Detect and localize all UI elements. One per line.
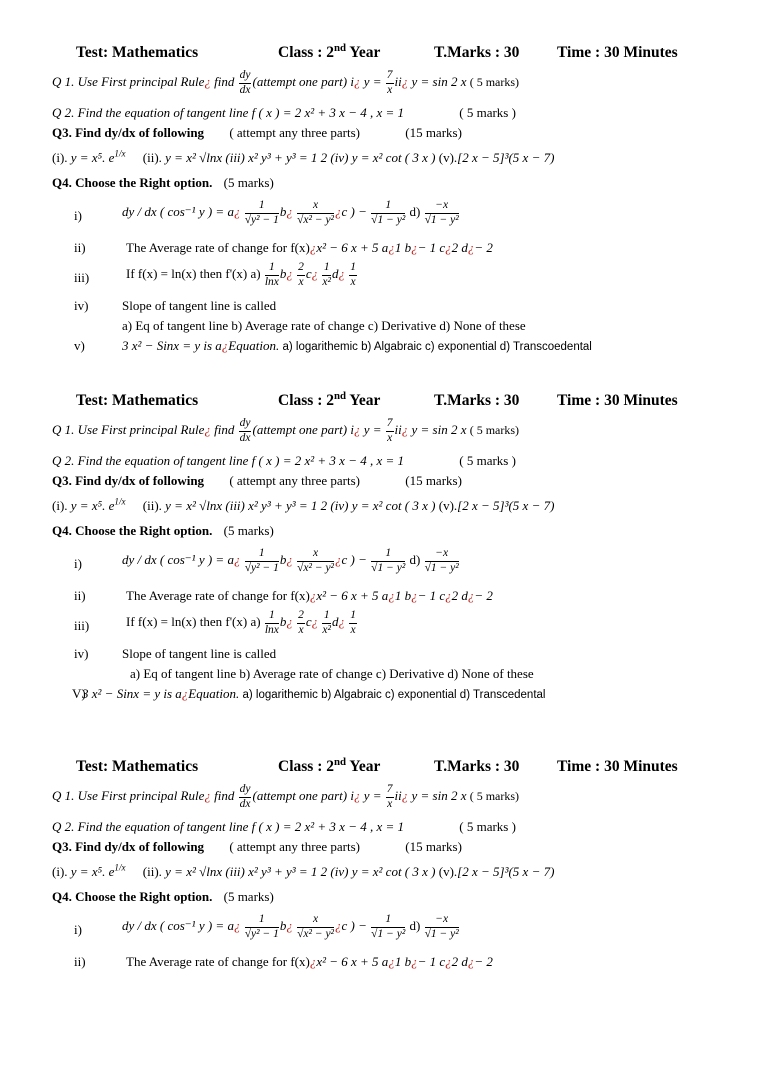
class-label: Class : 2nd Year [278,41,381,61]
test-paper: Test: Mathematics Class : 2nd Year T.Marks : 30 Time : 30 Minutes Q 1. Use First principal Rule¿ find $\frac{dy}{dx}$ (attempt one part) i¿ y = $\frac{7}{x}$ ii¿ y = sin 2 x ( 5 marks) Q 2. Find the equation of tangent line f ( x ) = 2 x² + 3 x − 4 , x = 1 ( 5 marks ) Q3. Find dy/dx of following ( attempt any three parts) (15 marks) (i). y = x⁵. $e^{1/x}$ (ii). y = x² √lnx (iii) x² y³ + y³ = 1 2 (iv) y = x² cot ( 3 x ) (v).[2 x − 5]³(5 x − 7) Q4. Choose the Right option. (5 marks) i) dy / dx ( cos⁻¹ y ) = a¿ $\frac{1}{\text{√y² − 1}}$ b¿ $\frac{x}{\text{√x² − y²}}$ ¿c ) − $\frac{1}{\text{√1 − y²}}$ d) $\frac{-x}{\text{√1 − y²}}$ ii) The Average rate of change for f(x)¿x² − 6 x + 5 a¿1 b¿− 1 c¿2 d¿− 2 iii) If f(x) = ln(x) then f'(x) a) $\frac{1}{\ln x}$ b¿ $\frac{2}{x}$ c¿ $\frac{1}{\text{x²}}$ d¿ $\frac{1}{x}$ iv) Slope of tangent line is called a) Eq of tangent line b) Average rate of change c) Derivative d) None of these V) 3 x² − Sinx = y is a¿Equation. a) logarithemic b) Algabraic c) exponential d) Transcedental [52,389,678,701]
q3-marks: (15 marks) [405,125,462,140]
question-4: Q4. Choose the Right option. (5 marks) [52,523,274,538]
question-1: Q 1. Use First principal Rule¿ find $\frac{dy}{dx}$ (attempt one part) i¿ y = $\frac{7}{x}$ ii¿ y = sin 2 x ( 5 marks) [52,69,520,96]
q4-marks: (5 marks) [223,523,274,538]
total-marks: T.Marks : 30 [434,392,520,409]
test-paper: Test: Mathematics Class : 2nd Year T.Marks : 30 Time : 30 Minutes Q 1. Use First principal Rule¿ find $\frac{dy}{dx}$ (attempt one part) i¿ y = $\frac{7}{x}$ ii¿ y = sin 2 x ( 5 marks) Q 2. Find the equation of tangent line f ( x ) = 2 x² + 3 x − 4 , x = 1 ( 5 marks ) Q3. Find dy/dx of following ( attempt any three parts) (15 marks) (i). y = x⁵. $e^{1/x}$ (ii). y = x² √lnx (iii) x² y³ + y³ = 1 2 (iv) y = x² cot ( 3 x ) (v).[2 x − 5]³(5 x − 7) Q4. Choose the Right option. (5 marks) i) dy / dx ( cos⁻¹ y ) = a¿ $\frac{1}{\text{√y² − 1}}$ b¿ $\frac{x}{\text{√x² − y²}}$ ¿c ) − $\frac{1}{\text{√1 − y²}}$ d) $\frac{-x}{\text{√1 − y²}}$ ii) The Average rate of change for f(x)¿x² − 6 x + 5 a¿1 b¿− 1 c¿2 d¿− 2 iii) If f(x) = ln(x) then f'(x) a) $\frac{1}{\ln x}$ b¿ $\frac{2}{x}$ c¿ $\frac{1}{\text{x²}}$ d¿ $\frac{1}{x}$ iv) Slope of tangent line is called a) Eq of tangent line b) Average rate of change c) Derivative d) None of these v) 3 x² − Sinx = y is a¿Equation. a) logarithemic b) Algabraic c) exponential d) Transcoedental [52,41,678,353]
q1-marks: ( 5 marks) [469,788,520,803]
q2-marks: ( 5 marks ) [459,105,516,120]
class-label: Class : 2nd Year [278,755,381,775]
time-limit: Time : 30 Minutes [557,758,678,775]
q2-marks: ( 5 marks ) [459,453,516,468]
question-3-parts: (i). y = x⁵. $e^{1/x}$ (ii). y = x² √lnx (iii) x² y³ + y³ = 1 2 (iv) y = x² cot ( 3 x ) (v).[2 x − 5]³(5 x − 7) [52,148,555,165]
q4-marks: (5 marks) [223,889,274,904]
total-marks: T.Marks : 30 [434,758,520,775]
test-title: Test: Mathematics [76,758,199,775]
question-1: Q 1. Use First principal Rule¿ find $\frac{dy}{dx}$ (attempt one part) i¿ y = $\frac{7}{x}$ ii¿ y = sin 2 x ( 5 marks) [52,417,520,444]
total-marks: T.Marks : 30 [434,44,520,61]
q1-marks: ( 5 marks) [469,74,520,89]
class-label: Class : 2nd Year [278,389,381,409]
question-2: Q 2. Find the equation of tangent line f ( x ) = 2 x² + 3 x − 4 , x = 1 ( 5 marks ) [52,453,516,468]
question-2: Q 2. Find the equation of tangent line f ( x ) = 2 x² + 3 x − 4 , x = 1 ( 5 marks ) [52,819,516,834]
question-1: Q 1. Use First principal Rule¿ find $\frac{dy}{dx}$ (attempt one part) i¿ y = $\frac{7}{x}$ ii¿ y = sin 2 x ( 5 marks) [52,783,520,810]
q1-marks: ( 5 marks) [469,422,520,437]
question-3-parts: (i). y = x⁵. $e^{1/x}$ (ii). y = x² √lnx (iii) x² y³ + y³ = 1 2 (iv) y = x² cot ( 3 x ) (v).[2 x − 5]³(5 x − 7) [52,862,555,879]
time-limit: Time : 30 Minutes [557,44,678,61]
question-3-parts: (i). y = x⁵. $e^{1/x}$ (ii). y = x² √lnx (iii) x² y³ + y³ = 1 2 (iv) y = x² cot ( 3 x ) (v).[2 x − 5]³(5 x − 7) [52,496,555,513]
question-4: Q4. Choose the Right option. (5 marks) [52,175,274,190]
test-paper: Test: Mathematics Class : 2nd Year T.Marks : 30 Time : 30 Minutes Q 1. Use First principal Rule¿ find $\frac{dy}{dx}$ (attempt one part) i¿ y = $\frac{7}{x}$ ii¿ y = sin 2 x ( 5 marks) Q 2. Find the equation of tangent line f ( x ) = 2 x² + 3 x − 4 , x = 1 ( 5 marks ) Q3. Find dy/dx of following ( attempt any three parts) (15 marks) (i). y = x⁵. $e^{1/x}$ (ii). y = x² √lnx (iii) x² y³ + y³ = 1 2 (iv) y = x² cot ( 3 x ) (v).[2 x − 5]³(5 x − 7) Q4. Choose the Right option. (5 marks) i) dy / dx ( cos⁻¹ y ) = a¿ $\frac{1}{\text{√y² − 1}}$ b¿ $\frac{x}{\text{√x² − y²}}$ ¿c ) − $\frac{1}{\text{√1 − y²}}$ d) $\frac{-x}{\text{√1 − y²}}$ ii) The Average rate of change for f(x)¿x² − 6 x + 5 a¿1 b¿− 1 c¿2 d¿− 2 [52,755,678,969]
question-3: Q3. Find dy/dx of following ( attempt any three parts) (15 marks) [52,125,462,140]
test-title: Test: Mathematics [76,392,199,409]
test-title: Test: Mathematics [76,44,199,61]
time-limit: Time : 30 Minutes [557,392,678,409]
q3-marks: (15 marks) [405,839,462,854]
question-3: Q3. Find dy/dx of following ( attempt any three parts) (15 marks) [52,839,462,854]
q2-marks: ( 5 marks ) [459,819,516,834]
q3-marks: (15 marks) [405,473,462,488]
question-4: Q4. Choose the Right option. (5 marks) [52,889,274,904]
question-2: Q 2. Find the equation of tangent line f ( x ) = 2 x² + 3 x − 4 , x = 1 ( 5 marks ) [52,105,516,120]
q4-marks: (5 marks) [223,175,274,190]
question-3: Q3. Find dy/dx of following ( attempt any three parts) (15 marks) [52,473,462,488]
